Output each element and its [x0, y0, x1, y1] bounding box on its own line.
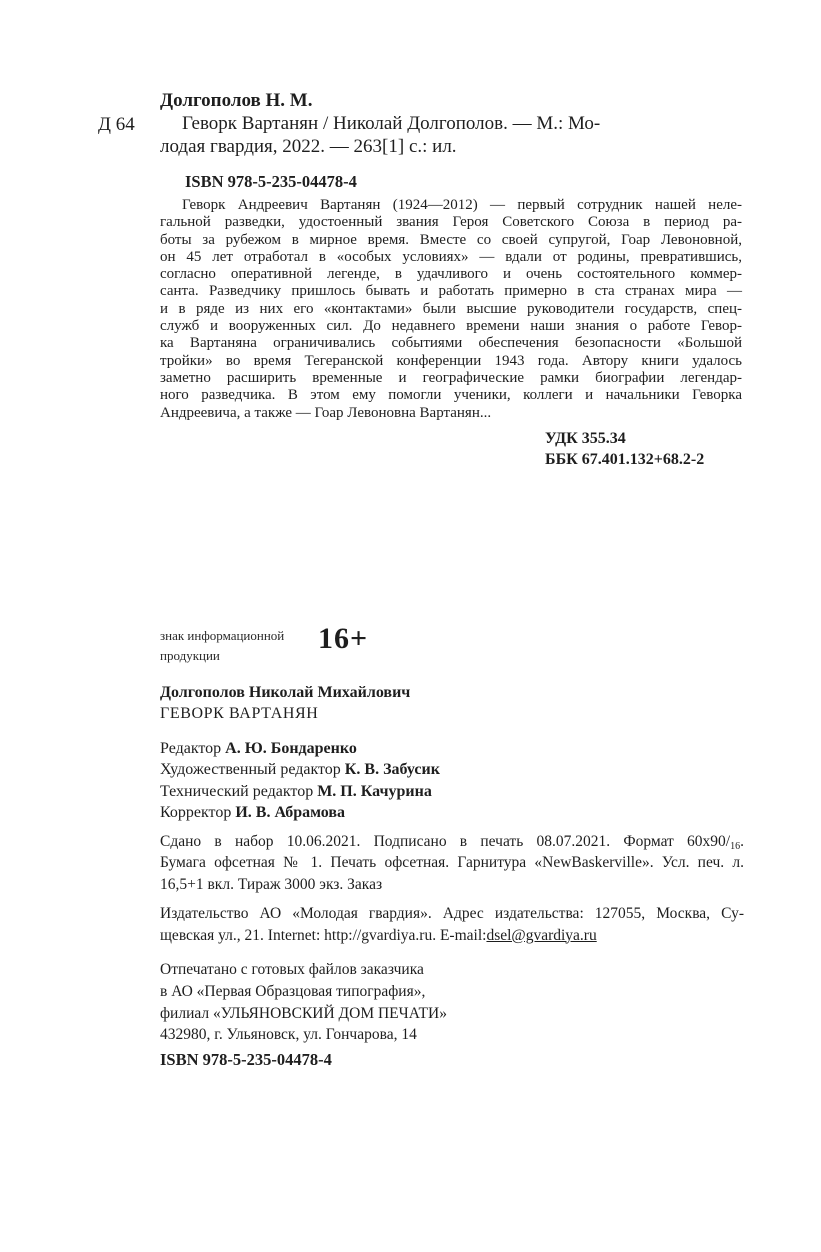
printing-house-line: в АО «Первая Образцовая типография»,	[160, 982, 426, 1000]
printing-house-line: филиал «УЛЬЯНОВСКИЙ ДОМ ПЕЧАТИ»	[160, 1004, 447, 1022]
printing-house-line: Отпечатано с готовых файлов заказчика	[160, 961, 424, 978]
imprint-author-full: Долгополов Николай Михайлович	[160, 684, 411, 701]
annotation-line: ного разведчика. В этом ему помогли ученики, коллеги и начальники Геворка	[160, 387, 742, 404]
format-denominator: 16	[730, 841, 741, 852]
annotation-line: согласно оперативной легенде, в удачливого и очень состоятельного коммер-	[160, 266, 742, 283]
staff-credits	[160, 738, 440, 823]
credit-name: И. В. Абрамова	[235, 803, 346, 821]
annotation-line: он 45 лет отработал в «особых условиях» — вдали от родины, превратившись,	[160, 248, 742, 265]
credit-role: Художественный редактор	[160, 761, 345, 779]
printing-house-line: 432980, г. Ульяновск, ул. Гончарова, 14	[160, 1026, 417, 1044]
annotation-line: гальной разведки, удостоенный звания Героя Советского Союза в период ра-	[160, 214, 742, 231]
credit-name: М. П. Качурина	[317, 782, 432, 800]
publisher-email: dsel@gvardiya.ru	[486, 926, 597, 944]
annotation-line: тройки» во время Тегеранской конференции 1943 года. Автору книги удалось	[160, 352, 742, 369]
credit-name: К. В. Забусик	[344, 761, 440, 779]
annotation-line: Геворк Андреевич Вартанян (1924—2012) — первый сотрудник нашей неле-	[182, 197, 742, 213]
age-mark-label	[160, 626, 284, 665]
annotation-line: служб и вооруженных сил. До недавнего времени наши знания о работе Гевор-	[160, 318, 742, 335]
publisher-line: Издательство АО «Молодая гвардия». Адрес издательства: 127055, Москва, Су-	[160, 905, 744, 922]
age-mark-label-line: продукции	[160, 647, 220, 663]
annotation-line: и в ряде из них его «контактами» были высшие руководители государств, спец-	[160, 300, 742, 317]
annotation-line: ка Вартаняна ограничивались событиями обеспечения безопасности «Большой	[160, 335, 742, 352]
credit-line-editor	[160, 738, 440, 759]
catalog-author-line: Долгополов Н. М.	[160, 90, 313, 111]
credit-line-art-editor	[160, 759, 440, 780]
publisher-text: щевская ул., 21. Internet: http://gvardiya.ru. E-mail:	[160, 926, 487, 944]
annotation-paragraph	[160, 197, 742, 422]
print-run-info	[160, 831, 744, 895]
classification-codes	[545, 429, 704, 470]
annotation-line: заметно расширить временные и географические рамки биографии легендар-	[160, 369, 742, 386]
udk-code: УДК 355.34	[545, 430, 626, 447]
publisher-info	[160, 903, 744, 946]
print-info-line	[160, 831, 744, 852]
isbn-top: ISBN 978-5-235-04478-4	[185, 172, 357, 191]
credit-role: Редактор	[160, 740, 226, 757]
age-rating-badge: 16+	[318, 622, 369, 655]
annotation-line: боты за рубежом в мирное время. Вместе со своей супругой, Гоар Левоновной,	[160, 231, 742, 248]
credit-role: Технический редактор	[160, 782, 318, 800]
print-info-line: Бумага офсетная № 1. Печать офсетная. Гарнитура «NewBaskerville». Усл. печ. л.	[160, 854, 744, 872]
annotation-line: Андреевича, а также — Гоар Левоновна Вартанян...	[160, 404, 492, 421]
printing-house-info	[160, 959, 447, 1046]
imprint-book-title: ГЕВОРК ВАРТАНЯН	[160, 705, 319, 722]
catalog-bib-description	[160, 113, 760, 158]
bib-line: Геворк Вартанян / Николай Долгополов. — М.: Мо-	[182, 113, 601, 134]
credit-line-proofreader	[160, 802, 440, 823]
print-info-text: Сдано в набор 10.06.2021. Подписано в печать 08.07.2021. Формат 60х90/	[160, 833, 731, 850]
credit-name: А. Ю. Бондаренко	[225, 740, 357, 757]
catalog-index-code: Д 64	[98, 114, 135, 135]
print-info-text: .	[740, 833, 744, 850]
print-info-line: 16,5+1 вкл. Тираж 3000 экз. Заказ	[160, 875, 383, 893]
bbk-code: ББК 67.401.132+68.2-2	[545, 450, 705, 468]
age-mark-label-line: знак информационной	[160, 628, 285, 643]
annotation-line: санта. Разведчику пришлось бывать и работать примерно в ста странах мира —	[160, 283, 742, 300]
bib-line: лодая гвардия, 2022. — 263[1] с.: ил.	[160, 135, 457, 157]
credit-role: Корректор	[160, 803, 236, 821]
credit-line-tech-editor	[160, 781, 440, 802]
publisher-line	[160, 925, 744, 947]
isbn-bottom: ISBN 978-5-235-04478-4	[160, 1050, 332, 1069]
